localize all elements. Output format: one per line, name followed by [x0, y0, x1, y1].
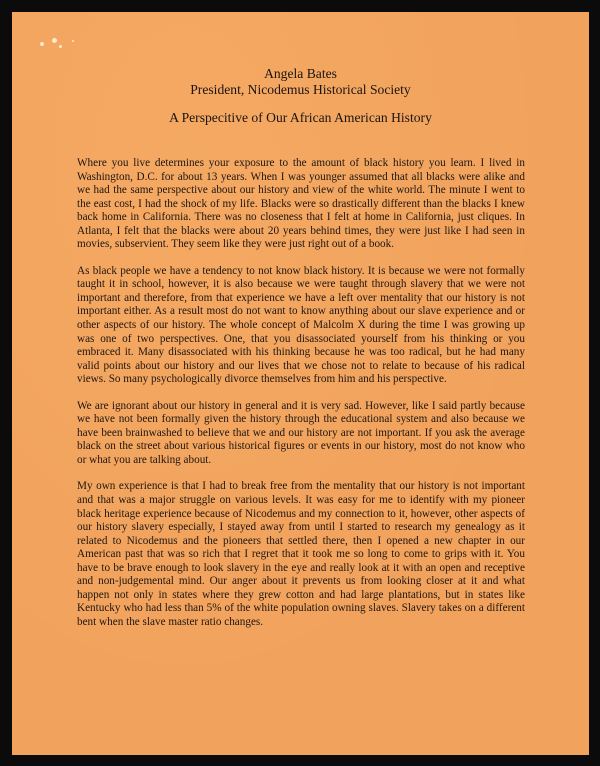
paper-speck — [40, 42, 44, 46]
paragraph-3: We are ignorant about our history in general and it is very sad. However, like I said partly because we have not been formally given the history through the educational system and also because we have been brainwashed to believe that we and our history are not important. If you ask the average black on the street about various historical figures or events in our history, most do not know who or what you are talking about. — [77, 399, 525, 466]
paragraph-1: Where you live determines your exposure to the amount of black history you learn. I lived in Washington, D.C. for about 13 years. When I was younger assumed that all blacks were alike and we had the same perspective about our history and view of the white world. The minute I went to the east cost, I had the shock of my life. Blacks were so drastically different than the blacks I knew back home in California. There was no closeness that I felt at home in California, just cliques. In Atlanta, I felt that the blacks were about 20 years behind times, they were just like I had seen in movies, subservient. They seem like they were just right out of a book. — [77, 157, 525, 251]
body-text — [77, 157, 525, 643]
author-name: Angela Bates — [264, 66, 337, 81]
document-title: A Perspecitive of Our African American History — [169, 110, 432, 125]
author-role: President, Nicodemus Historical Society — [190, 82, 411, 97]
document-page — [12, 12, 589, 755]
paragraph-4: My own experience is that I had to break free from the mentality that our history is not important and that was a major struggle on various levels. It was easy for me to identify with my pioneer black heritage experience because of Nicodemus and my connection to it, however, other aspects of our history slavery especially, I stayed away from until I started to research my genealogy as it related to Nicodemus and the pioneers that settled there, then I opened a new chapter in our American past that was so rich that I regret that it took me so long to come to grips with it. You have to be brave enough to look slavery in the eye and really look at it with an open and receptive and non-judgemental mind. Our anger about it prevents us from looking closer at it and what happen not only in states where they grew cotton and had large plantations, but in states like Kentucky who had less than 5% of the white population owning slaves. Slavery takes on a different bent when the slave master ratio changes. — [77, 480, 525, 628]
paragraph-2: As black people we have a tendency to not know black history. It is because we were not formally taught it in school, however, it is also because we were taught through slavery that we were not important and therefore, from that experience we have a left over mentality that our history is not important either. As a result most do not want to know anything about our slave experience and or other aspects of our history. The whole concept of Malcolm X during the time I was growing up was one of two perspectives. One, that you disassociated yourself from his thinking or you embraced it. Many disassociated with his thinking because he was too radical, but he had many valid points about our history and our lives that we chose not to relate to because of his radical views. So many psychologically divorce themselves from him and his perspective. — [77, 264, 525, 386]
paper-speck — [59, 45, 62, 48]
paper-speck — [52, 38, 57, 43]
paper-speck — [72, 40, 74, 42]
